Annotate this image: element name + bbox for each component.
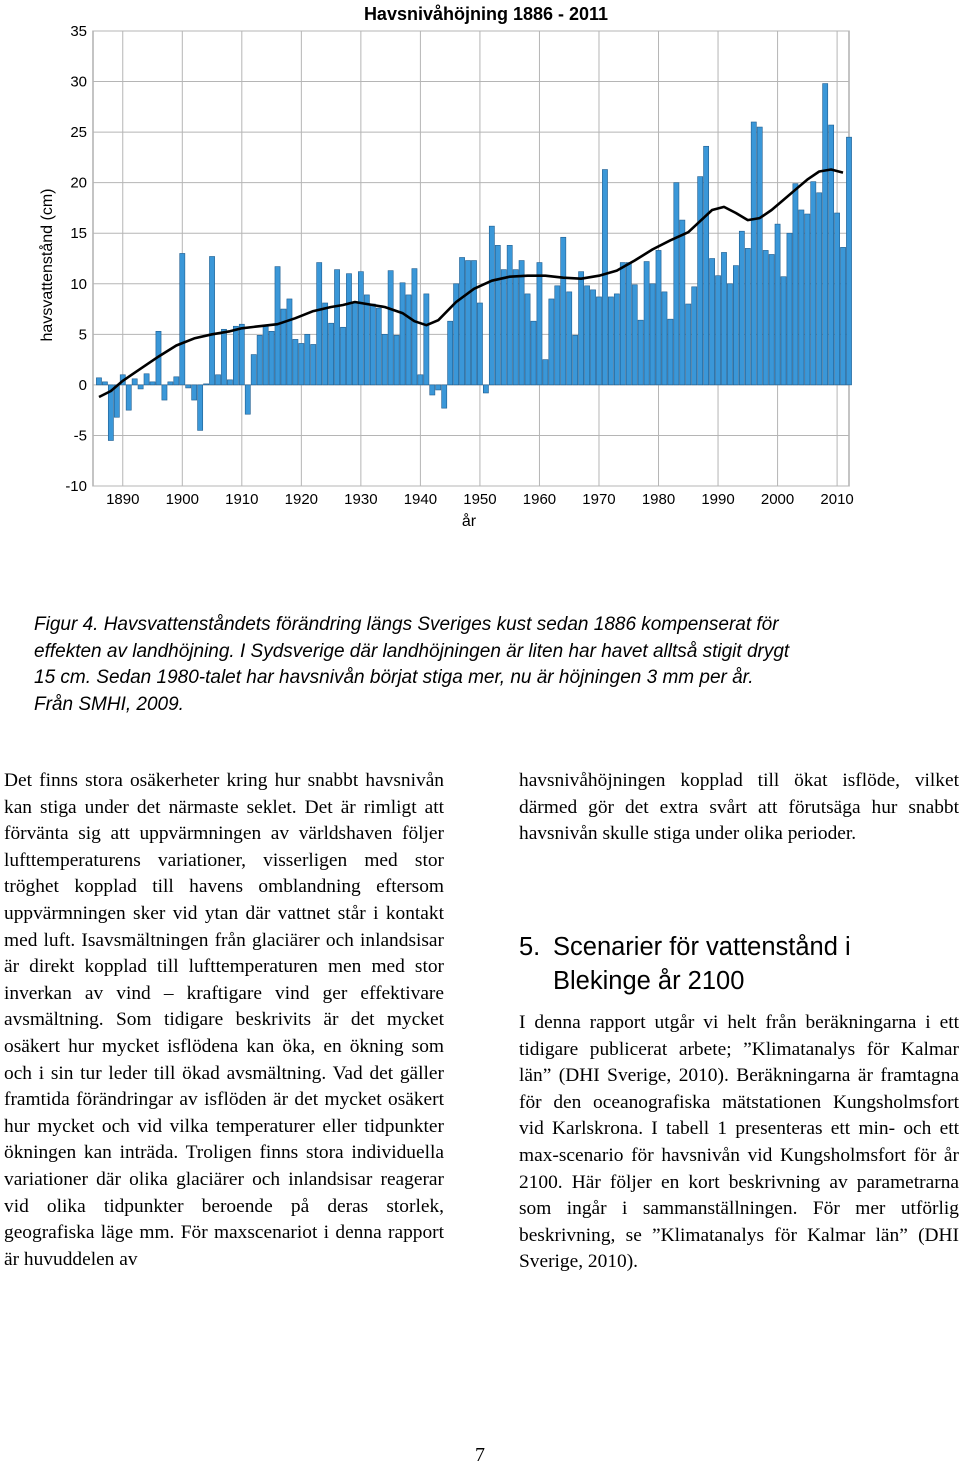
- bar: [358, 272, 363, 385]
- bar: [537, 263, 542, 385]
- bar: [221, 329, 226, 385]
- bar: [692, 287, 697, 385]
- bar: [555, 286, 560, 385]
- bar: [227, 380, 232, 385]
- y-tick-label: 15: [70, 225, 87, 243]
- x-tick-label: 2010: [820, 491, 854, 508]
- x-tick-label: 1990: [701, 491, 735, 508]
- bar: [144, 374, 149, 385]
- bar: [513, 270, 518, 385]
- y-tick-label: -5: [73, 427, 87, 445]
- y-tick-label: 30: [70, 73, 87, 91]
- bar: [608, 297, 613, 385]
- bar: [311, 344, 316, 384]
- bar: [352, 302, 357, 385]
- bar: [769, 254, 774, 384]
- bar: [489, 226, 494, 385]
- right-column-text-2: I denna rapport utgår vi helt från beräkningarna i ett tidigare publicerat arbete; ”Klimatanalys för Kalmar län” (DHI Sverige, 2010). Beräkningarna är framtagna för den oceanografiska mätstationen Kungsholmsfort vid Karlskrona. I tabell 1 presenteras ett min- och ett max-scenario för havsnivån vid Kungsholmsfort för år 2100. Här följer en kort beskrivning av parametrarna som ingår i sammanställningen. För mer utförlig beskrivning, se ”Klimatanalys för Kalmar län” (DHI Sverige, 2010).: [519, 1012, 959, 1273]
- right-column-text-1: havsnivåhöjningen kopplad till ökat isflöde, vilket därmed gör det extra svårt att förutsäga hur snabbt havsnivån skulle stiga under olika perioder.: [519, 770, 959, 845]
- bar: [650, 284, 655, 385]
- bar: [299, 343, 304, 384]
- bar: [174, 377, 179, 385]
- bar: [132, 379, 137, 385]
- bar: [793, 184, 798, 385]
- bar: [799, 210, 804, 385]
- x-tick-label: 1890: [106, 491, 140, 508]
- bar: [204, 384, 209, 385]
- bar: [138, 385, 143, 389]
- y-tick-label: 5: [78, 326, 87, 344]
- bar: [739, 231, 744, 385]
- caption-line-2: effekten av landhöjning. I Sydsverige där landhöjningen är liten har havet alltså stigit drygt: [34, 640, 790, 662]
- bar: [186, 385, 191, 388]
- bar: [787, 233, 792, 385]
- caption-line-3: 15 cm. Sedan 1980-talet har havsnivån börjat stiga mer, nu är höjningen 3 mm per år.: [34, 667, 754, 688]
- bar: [96, 378, 101, 385]
- bar: [239, 324, 244, 385]
- bar: [340, 327, 345, 385]
- bar: [436, 385, 441, 390]
- bar: [805, 214, 810, 385]
- bar: [168, 382, 173, 385]
- section-number: 5.: [519, 933, 541, 961]
- bar: [573, 335, 578, 385]
- plot-frame: [93, 31, 849, 486]
- bar: [674, 183, 679, 385]
- x-tick-label: 1980: [641, 491, 676, 508]
- bar: [257, 335, 262, 385]
- bar: [334, 270, 339, 385]
- y-axis-label: havsvattenstånd (cm): [39, 188, 56, 342]
- bar: [775, 224, 780, 385]
- bar: [543, 360, 548, 385]
- y-tick-label: 10: [70, 275, 87, 293]
- bar: [721, 252, 726, 384]
- chart-title: Havsnivåhöjning 1886 - 2011: [363, 4, 609, 24]
- x-tick-label: 1940: [403, 491, 438, 508]
- y-tick-label: 25: [70, 124, 87, 142]
- left-column-text: Det finns stora osäkerheter kring hur snabbt havsnivån kan stiga under det närmaste seklet. Det är rimligt att förvänta sig att uppvärmningen av världshaven följer lufttemperaturens variationer, visserligen med stor tröghet kopplad till havens omblandning eftersom uppvärmningen sker vid ytan där vattnet står i kontakt med luft. Isavsmältningen från glaciärer och inlandsisar är direkt kopplad till lufttemperaturen men med stor inverkan av vind – kraftigare vind ger effektivare avsmältning. Som tidigare beskrivits är det mycket osäkert hur mycket isflödena kan öka, en ökning som och i sin tur leder till ökad avsmältning. Vad det gäller framtida förändringar av isflöden är det mycket osäkert hur mycket och vid vilka temperaturer eller tidpunkter ökningen kan inträda. Troligen finns stora individuella variationer där olika glaciärer och inlandsisar reagerar vid olika tidpunkter beroende på deras storlek, geografiska läge mm. För maxscenariot i denna rapport är huvuddelen av: [4, 770, 444, 1270]
- bar: [317, 263, 322, 385]
- bar: [585, 286, 590, 385]
- bar: [406, 295, 411, 385]
- bar: [126, 385, 131, 410]
- bar: [251, 355, 256, 385]
- bar: [269, 331, 274, 385]
- bar: [829, 125, 834, 385]
- chart-svg: [0, 0, 960, 540]
- bar: [495, 245, 500, 385]
- bar: [370, 304, 375, 385]
- bar: [501, 270, 506, 385]
- right-column-intro: [519, 768, 959, 848]
- bar: [418, 375, 423, 385]
- bar: [180, 253, 185, 384]
- bar: [811, 182, 816, 385]
- bar: [442, 385, 447, 408]
- bar: [710, 259, 715, 385]
- x-tick-label: 1920: [284, 491, 319, 508]
- bar: [579, 272, 584, 385]
- bar: [846, 137, 851, 385]
- bar: [198, 385, 203, 431]
- bar: [668, 319, 673, 385]
- bar: [596, 297, 601, 385]
- bar: [680, 220, 685, 385]
- bar: [519, 261, 524, 385]
- bar: [644, 262, 649, 385]
- bar: [620, 263, 625, 385]
- bar: [656, 250, 661, 384]
- bar: [215, 375, 220, 385]
- x-tick-label: 1960: [522, 491, 557, 508]
- bar: [531, 321, 536, 385]
- bar: [840, 247, 845, 385]
- bar: [727, 284, 732, 385]
- bar: [305, 334, 310, 385]
- bar: [733, 266, 738, 385]
- page-number: 7: [475, 1444, 485, 1466]
- bar: [835, 213, 840, 385]
- bar: [525, 294, 530, 385]
- right-column-body: [519, 1010, 959, 1276]
- bar: [412, 269, 417, 385]
- section-title-line-1: Scenarier för vattenstånd i: [553, 933, 851, 961]
- bar: [507, 245, 512, 385]
- bar: [477, 303, 482, 385]
- bar: [471, 261, 476, 385]
- x-tick-label: 1910: [225, 491, 259, 508]
- bar: [638, 320, 643, 385]
- figure-caption: [34, 612, 934, 718]
- bar: [745, 248, 750, 385]
- y-tick-label: -10: [65, 478, 87, 495]
- bar: [662, 292, 667, 385]
- x-axis-label: år: [461, 513, 477, 530]
- bar: [686, 304, 691, 385]
- bar: [459, 257, 464, 384]
- bar: [424, 294, 429, 385]
- section-heading: [519, 930, 959, 998]
- bar: [233, 326, 238, 385]
- y-tick-label: 0: [78, 376, 87, 394]
- bar: [287, 299, 292, 385]
- bar: [614, 294, 619, 385]
- bar: [382, 334, 387, 385]
- bar: [209, 256, 214, 384]
- bar: [394, 335, 399, 385]
- bar: [781, 277, 786, 385]
- x-tick-label: 1950: [463, 491, 497, 508]
- bar: [817, 193, 822, 385]
- bar: [590, 290, 595, 385]
- bar: [323, 303, 328, 385]
- x-tick-label: 1900: [165, 491, 199, 508]
- bar: [549, 299, 554, 385]
- bar: [448, 321, 453, 385]
- y-tick-label: 20: [70, 174, 87, 192]
- bar: [245, 385, 250, 414]
- bar: [704, 146, 709, 385]
- sea-level-chart: [0, 0, 960, 540]
- x-tick-label: 2000: [760, 491, 795, 508]
- bar: [293, 339, 298, 385]
- bar: [483, 385, 488, 393]
- bar: [602, 170, 607, 385]
- bar: [567, 292, 572, 385]
- bar: [329, 323, 334, 385]
- bar: [192, 385, 197, 400]
- bar: [364, 295, 369, 385]
- bar: [275, 267, 280, 385]
- caption-line-4: Från SMHI, 2009.: [34, 693, 184, 715]
- section-title-line-2: Blekinge år 2100: [553, 967, 745, 995]
- bar: [388, 271, 393, 385]
- caption-line-1: Figur 4. Havsvattenståndets förändring längs Sveriges kust sedan 1886 kompenserat för: [34, 614, 779, 635]
- bar: [757, 127, 762, 385]
- bar: [430, 385, 435, 395]
- bar: [715, 276, 720, 385]
- bar: [561, 237, 566, 385]
- left-column: [4, 768, 444, 1273]
- bar: [763, 250, 768, 384]
- bar: [263, 325, 268, 385]
- y-tick-label: 35: [70, 23, 87, 40]
- bar: [823, 84, 828, 385]
- bar: [751, 122, 756, 385]
- bar: [114, 385, 119, 417]
- bar: [102, 382, 107, 385]
- bar: [150, 382, 155, 385]
- bar: [346, 274, 351, 385]
- bar: [400, 283, 405, 385]
- x-tick-label: 1930: [344, 491, 378, 508]
- bar: [632, 285, 637, 385]
- bar: [698, 177, 703, 385]
- bar: [376, 308, 381, 385]
- x-tick-label: 1970: [582, 491, 616, 508]
- bar: [465, 261, 470, 385]
- bar: [162, 385, 167, 400]
- bar: [454, 284, 459, 385]
- bar: [626, 263, 631, 385]
